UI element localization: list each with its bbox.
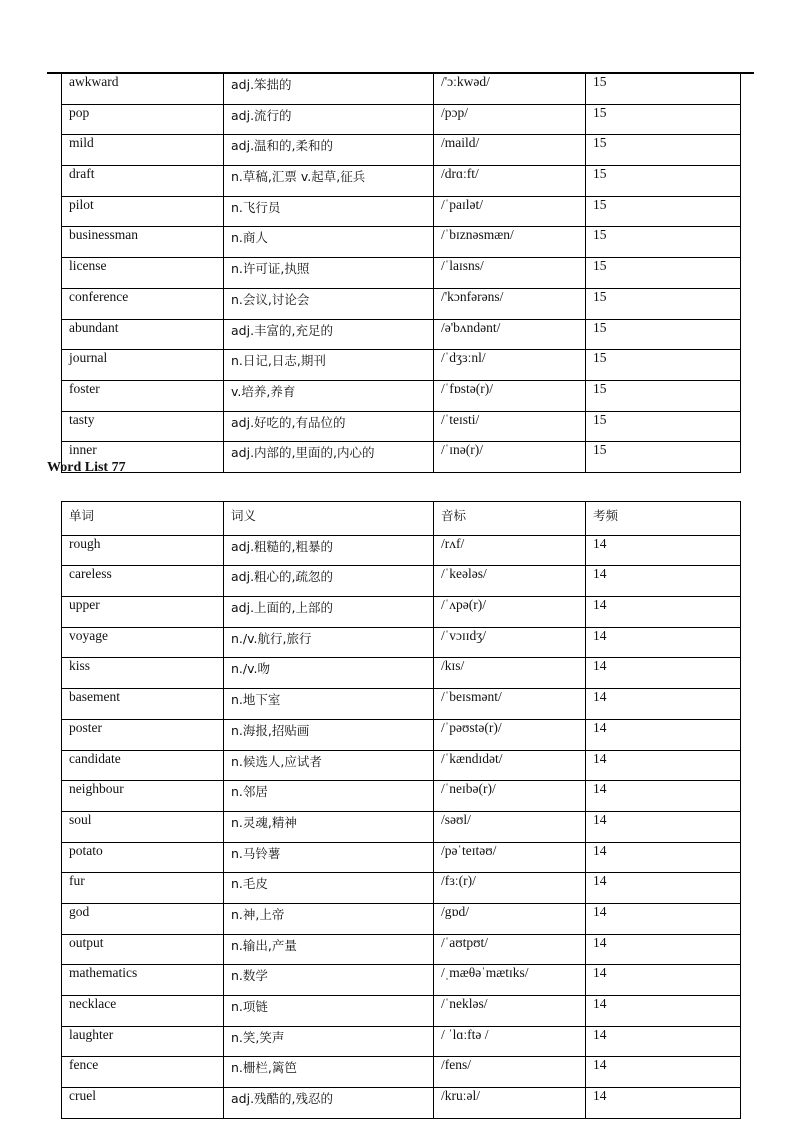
- header-frequency: 考频: [586, 502, 741, 536]
- table-row: [62, 166, 741, 197]
- frequency-cell: 14: [586, 719, 741, 750]
- word-cell: voyage: [62, 627, 224, 658]
- phonetic-cell: /fens/: [434, 1057, 586, 1088]
- word-cell: necklace: [62, 996, 224, 1027]
- frequency-cell: 15: [586, 227, 741, 258]
- phonetic-cell: /pɔp/: [434, 104, 586, 135]
- frequency-cell: 14: [586, 873, 741, 904]
- meaning-cell: adj.粗心的,疏忽的: [224, 566, 434, 597]
- meaning-cell: n.神,上帝: [224, 903, 434, 934]
- meaning-cell: n.毛皮: [224, 873, 434, 904]
- meaning-cell: n.会议,讨论会: [224, 288, 434, 319]
- meaning-cell: n.输出,产量: [224, 934, 434, 965]
- word-cell: god: [62, 903, 224, 934]
- word-cell: upper: [62, 597, 224, 628]
- table-row: [62, 411, 741, 442]
- table-row: [62, 196, 741, 227]
- word-cell: inner: [62, 442, 224, 473]
- table-row: [62, 104, 741, 135]
- table-row: [62, 689, 741, 720]
- table-row: [62, 566, 741, 597]
- phonetic-cell: /ˈfɒstə(r)/: [434, 380, 586, 411]
- word-cell: mild: [62, 135, 224, 166]
- frequency-cell: 15: [586, 288, 741, 319]
- meaning-cell: v.培养,养育: [224, 380, 434, 411]
- table-row: [62, 350, 741, 381]
- word-cell: neighbour: [62, 781, 224, 812]
- table-row: [62, 1026, 741, 1057]
- frequency-cell: 14: [586, 658, 741, 689]
- phonetic-cell: /kɪs/: [434, 658, 586, 689]
- frequency-cell: 15: [586, 74, 741, 105]
- frequency-cell: 14: [586, 566, 741, 597]
- phonetic-cell: /ˈpaɪlət/: [434, 196, 586, 227]
- meaning-cell: adj.上面的,上部的: [224, 597, 434, 628]
- phonetic-cell: /rʌf/: [434, 535, 586, 566]
- frequency-cell: 14: [586, 1057, 741, 1088]
- meaning-cell: n./v.吻: [224, 658, 434, 689]
- table-row: [62, 1088, 741, 1119]
- word-cell: draft: [62, 166, 224, 197]
- phonetic-cell: /ˈdʒɜːnl/: [434, 350, 586, 381]
- phonetic-cell: /ˈkændɪdət/: [434, 750, 586, 781]
- vocabulary-table-body: [62, 74, 741, 473]
- frequency-cell: 14: [586, 689, 741, 720]
- phonetic-cell: /'kɔnfərəns/: [434, 288, 586, 319]
- word-cell: mathematics: [62, 965, 224, 996]
- word-cell: tasty: [62, 411, 224, 442]
- phonetic-cell: /ˈlaɪsns/: [434, 258, 586, 289]
- meaning-cell: adj.好吃的,有品位的: [224, 411, 434, 442]
- word-cell: fur: [62, 873, 224, 904]
- word-cell: pop: [62, 104, 224, 135]
- frequency-cell: 14: [586, 1088, 741, 1119]
- frequency-cell: 14: [586, 597, 741, 628]
- frequency-cell: 15: [586, 319, 741, 350]
- table-row: [62, 597, 741, 628]
- word-cell: cruel: [62, 1088, 224, 1119]
- phonetic-cell: /ˈbeɪsmənt/: [434, 689, 586, 720]
- table-row: [62, 627, 741, 658]
- frequency-cell: 15: [586, 196, 741, 227]
- meaning-cell: n.日记,日志,期刊: [224, 350, 434, 381]
- frequency-cell: 14: [586, 842, 741, 873]
- meaning-cell: n.数学: [224, 965, 434, 996]
- phonetic-cell: /drɑːft/: [434, 166, 586, 197]
- frequency-cell: 14: [586, 781, 741, 812]
- vocabulary-table-body: [62, 502, 741, 1119]
- table-row: [62, 258, 741, 289]
- vocabulary-table-word-list-77: [61, 501, 741, 1119]
- frequency-cell: 15: [586, 135, 741, 166]
- phonetic-cell: /ˈvɔɪɪdʒ/: [434, 627, 586, 658]
- word-cell: abundant: [62, 319, 224, 350]
- word-cell: kiss: [62, 658, 224, 689]
- word-cell: businessman: [62, 227, 224, 258]
- frequency-cell: 14: [586, 934, 741, 965]
- meaning-cell: n.草稿,汇票 v.起草,征兵: [224, 166, 434, 197]
- word-cell: fence: [62, 1057, 224, 1088]
- word-cell: journal: [62, 350, 224, 381]
- meaning-cell: n.地下室: [224, 689, 434, 720]
- meaning-cell: adj.流行的: [224, 104, 434, 135]
- frequency-cell: 14: [586, 903, 741, 934]
- meaning-cell: adj.内部的,里面的,内心的: [224, 442, 434, 473]
- frequency-cell: 14: [586, 965, 741, 996]
- table-row: [62, 996, 741, 1027]
- table-row: [62, 74, 741, 105]
- table-row: [62, 873, 741, 904]
- table-row: [62, 1057, 741, 1088]
- word-cell: poster: [62, 719, 224, 750]
- header-word: 单词: [62, 502, 224, 536]
- frequency-cell: 14: [586, 996, 741, 1027]
- word-cell: conference: [62, 288, 224, 319]
- frequency-cell: 15: [586, 104, 741, 135]
- phonetic-cell: / ˈlɑːftə /: [434, 1026, 586, 1057]
- table-row: [62, 135, 741, 166]
- word-cell: output: [62, 934, 224, 965]
- meaning-cell: n.邻居: [224, 781, 434, 812]
- table-row: [62, 842, 741, 873]
- meaning-cell: n.笑,笑声: [224, 1026, 434, 1057]
- word-cell: rough: [62, 535, 224, 566]
- frequency-cell: 15: [586, 411, 741, 442]
- word-cell: candidate: [62, 750, 224, 781]
- frequency-cell: 14: [586, 811, 741, 842]
- word-cell: careless: [62, 566, 224, 597]
- meaning-cell: n.海报,招贴画: [224, 719, 434, 750]
- table-row: [62, 903, 741, 934]
- meaning-cell: n.栅栏,篱笆: [224, 1057, 434, 1088]
- table-row: [62, 658, 741, 689]
- word-cell: pilot: [62, 196, 224, 227]
- table-row: [62, 535, 741, 566]
- frequency-cell: 14: [586, 1026, 741, 1057]
- phonetic-cell: /kruːəl/: [434, 1088, 586, 1119]
- phonetic-cell: /ə'bʌndənt/: [434, 319, 586, 350]
- meaning-cell: n.许可证,执照: [224, 258, 434, 289]
- word-cell: foster: [62, 380, 224, 411]
- frequency-cell: 15: [586, 350, 741, 381]
- table-row: [62, 965, 741, 996]
- table-row: [62, 442, 741, 473]
- table-header-row: [62, 502, 741, 536]
- frequency-cell: 14: [586, 750, 741, 781]
- word-list-heading: Word List 77: [47, 460, 126, 475]
- meaning-cell: adj.残酷的,残忍的: [224, 1088, 434, 1119]
- phonetic-cell: /ˈbɪznəsmæn/: [434, 227, 586, 258]
- table-row: [62, 781, 741, 812]
- phonetic-cell: /ˈnekləs/: [434, 996, 586, 1027]
- phonetic-cell: /'ɔːkwəd/: [434, 74, 586, 105]
- word-cell: awkward: [62, 74, 224, 105]
- phonetic-cell: /maild/: [434, 135, 586, 166]
- meaning-cell: adj.笨拙的: [224, 74, 434, 105]
- table-row: [62, 288, 741, 319]
- vocabulary-table-continued: [61, 73, 741, 473]
- word-cell: soul: [62, 811, 224, 842]
- header-meaning: 词义: [224, 502, 434, 536]
- phonetic-cell: /ˌmæθəˈmætɪks/: [434, 965, 586, 996]
- phonetic-cell: /ˈneɪbə(r)/: [434, 781, 586, 812]
- meaning-cell: n.候选人,应试者: [224, 750, 434, 781]
- meaning-cell: n.灵魂,精神: [224, 811, 434, 842]
- word-cell: license: [62, 258, 224, 289]
- meaning-cell: n.商人: [224, 227, 434, 258]
- word-cell: laughter: [62, 1026, 224, 1057]
- table-row: [62, 380, 741, 411]
- phonetic-cell: /pəˈteɪtəʊ/: [434, 842, 586, 873]
- frequency-cell: 14: [586, 627, 741, 658]
- meaning-cell: adj.温和的,柔和的: [224, 135, 434, 166]
- phonetic-cell: /ˈpəʊstə(r)/: [434, 719, 586, 750]
- phonetic-cell: /gɒd/: [434, 903, 586, 934]
- table-row: [62, 319, 741, 350]
- frequency-cell: 14: [586, 535, 741, 566]
- phonetic-cell: /ˈkeələs/: [434, 566, 586, 597]
- phonetic-cell: /ˈaʊtpʊt/: [434, 934, 586, 965]
- table-row: [62, 227, 741, 258]
- meaning-cell: n.项链: [224, 996, 434, 1027]
- phonetic-cell: /ˈɪnə(r)/: [434, 442, 586, 473]
- table-row: [62, 934, 741, 965]
- frequency-cell: 15: [586, 442, 741, 473]
- frequency-cell: 15: [586, 380, 741, 411]
- meaning-cell: adj.丰富的,充足的: [224, 319, 434, 350]
- phonetic-cell: /səʊl/: [434, 811, 586, 842]
- table-row: [62, 750, 741, 781]
- frequency-cell: 15: [586, 258, 741, 289]
- header-phonetic: 音标: [434, 502, 586, 536]
- phonetic-cell: /ˈteɪsti/: [434, 411, 586, 442]
- table-row: [62, 719, 741, 750]
- word-cell: potato: [62, 842, 224, 873]
- phonetic-cell: /ˈʌpə(r)/: [434, 597, 586, 628]
- meaning-cell: n./v.航行,旅行: [224, 627, 434, 658]
- meaning-cell: n.马铃薯: [224, 842, 434, 873]
- table-row: [62, 811, 741, 842]
- meaning-cell: n.飞行员: [224, 196, 434, 227]
- frequency-cell: 15: [586, 166, 741, 197]
- meaning-cell: adj.粗糙的,粗暴的: [224, 535, 434, 566]
- phonetic-cell: /fɜː(r)/: [434, 873, 586, 904]
- word-cell: basement: [62, 689, 224, 720]
